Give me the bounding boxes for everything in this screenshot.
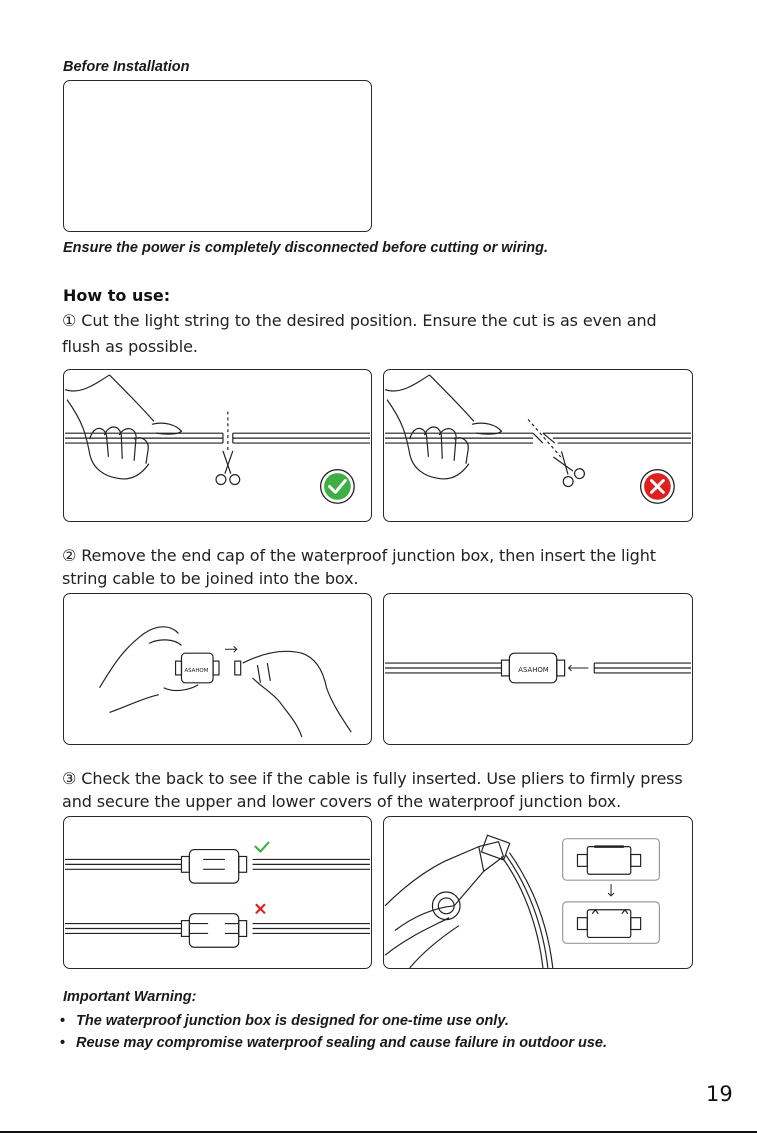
scissors-icon [548,447,587,488]
before-installation-title: Before Installation [63,59,190,75]
step-2-number: ② [62,546,77,565]
insert-cable-panel [383,593,693,745]
junction-box-brand-2: ASAHOM [518,665,549,674]
x-circle-icon [641,470,675,504]
check-insertion-panel [63,816,372,969]
arrow-right-icon [225,646,237,652]
page-number: 19 [706,1082,733,1106]
arrow-down-icon [608,884,614,896]
correct-cut-panel [63,369,372,522]
check-insertion-illustration [64,817,371,968]
step-1-text-1: Cut the light string to the desired position. Ensure the cut is as even and [81,311,657,330]
warning-item: • The waterproof junction box is designed for one-time use only. [60,1010,607,1032]
step-2-text-1: Remove the end cap of the waterproof junction box, then insert the light [81,546,656,565]
correct-cut-illustration [64,370,371,521]
insert-cable-illustration [384,594,692,744]
arrow-left-icon [569,665,589,671]
x-icon [256,905,264,913]
pliers-illustration [384,817,692,968]
step-1-number: ① [62,311,77,330]
check-icon [255,843,268,852]
step-1-text-2: flush as possible. [62,337,198,356]
pliers-panel [383,816,693,969]
junction-box-brand: ASAHOM [184,667,209,674]
bottom-rule [0,1131,757,1133]
important-warning-title: Important Warning: [63,989,197,1005]
check-circle-icon [321,470,355,504]
remove-end-cap-illustration [64,594,371,744]
scissors-icon [216,451,240,485]
wrong-cut-illustration [384,370,692,521]
warning-list [60,1010,607,1054]
step-3-line-1 [62,769,683,788]
warning-item: • Reuse may compromise waterproof sealing and cause failure in outdoor use. [60,1032,607,1054]
step-3-number: ③ [62,769,77,788]
step-2-text-2: string cable to be joined into the box. [62,569,359,588]
blank-panel [63,80,372,232]
step-2-line-1 [62,546,656,565]
remove-end-cap-panel [63,593,372,745]
how-to-use-heading: How to use: [63,286,171,305]
step-1-line-1 [62,311,657,330]
power-warning: Ensure the power is completely disconnected before cutting or wiring. [63,240,549,256]
step-3-text-2: and secure the upper and lower covers of the waterproof junction box. [62,792,622,811]
step-3-text-1: Check the back to see if the cable is fully inserted. Use pliers to firmly press [81,769,683,788]
wrong-cut-panel [383,369,693,522]
